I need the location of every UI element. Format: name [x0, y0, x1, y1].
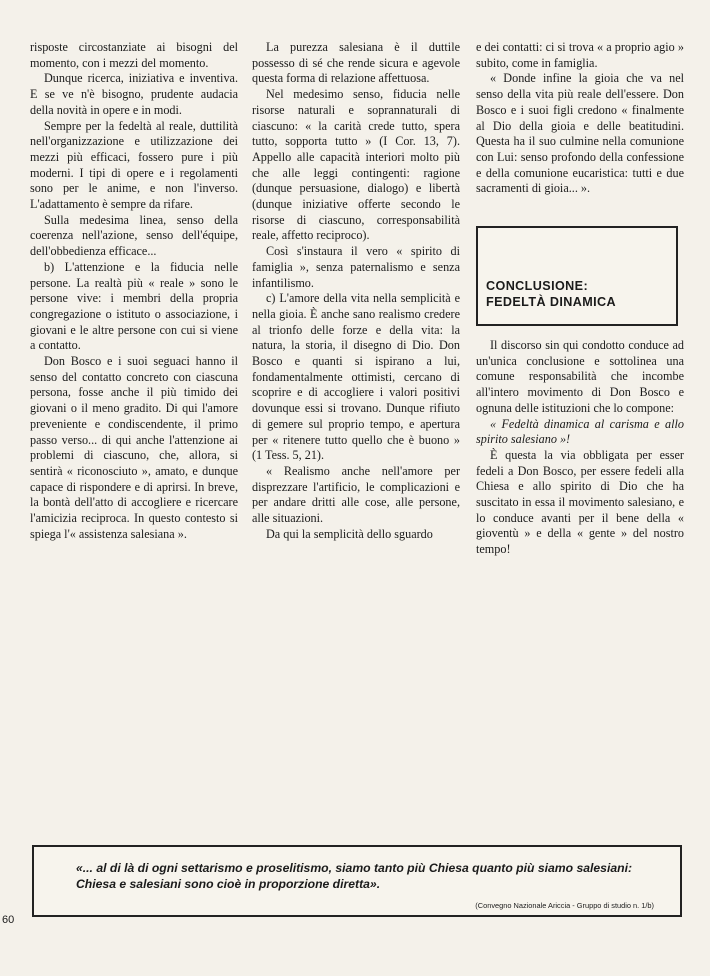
- paragraph: La purezza salesiana è il duttile possesso di sé che rende sicura e agevole questa forma di relazione affettuosa.: [252, 40, 460, 86]
- paragraph: risposte circostanziate ai bisogni del momento, con i mezzi del momento.: [30, 40, 238, 70]
- text-column-right-conclusion: [476, 338, 684, 558]
- pull-quote-box: [32, 845, 682, 917]
- text-column-left: [30, 40, 238, 543]
- paragraph: Dunque ricerca, iniziativa e inventiva. E se ve n'è bisogno, prudente audacia della novità in opere e in modi.: [30, 71, 238, 117]
- paragraph: « Donde infine la gioia che va nel senso della vita più reale dell'essere. Don Bosco e i suoi figli credono « finalmente al Dio della gioia e delle beatitudini. Questa ha il suo culmine nella comunione con Lui: senso profondo della confessione e della comunione eucaristica: tutti e due sacramenti di gioia... ».: [476, 71, 684, 196]
- section-heading-line: FEDELTÀ DINAMICA: [486, 295, 616, 309]
- paragraph: Sempre per la fedeltà al reale, duttilità nell'organizzazione e utilizzazione dei mezzi più efficaci, fossero pure i più moderni. I tipi di opere e i regolamenti sono per le anime, e non l'inverso. L'adattamento è sempre da rifare.: [30, 118, 238, 212]
- text-column-right: [476, 40, 684, 197]
- paragraph: Così s'instaura il vero « spirito di famiglia », senza paternalismo e senza infantilismo.: [252, 244, 460, 290]
- paragraph: Il discorso sin qui condotto conduce ad un'unica conclusione e sottolinea una comune responsabilità che incombe all'intero movimento di Don Bosco e ognuna delle istituzioni che lo compone:: [476, 338, 684, 415]
- text-column-middle: [252, 40, 460, 543]
- paragraph-italic: « Fedeltà dinamica al carisma e allo spirito salesiano »!: [476, 416, 684, 447]
- page-number: 60: [2, 914, 15, 926]
- pull-quote-text: «... al di là di ogni settarismo e proselitismo, siamo tanto più Chiesa quanto più siamo salesiani: Chiesa e salesiani sono cioè in proporzione diretta».: [76, 861, 633, 891]
- paragraph: c) L'amore della vita nella semplicità e nella gioia. È anche sano realismo credere al trionfo delle forze e della vita: la natura, la storia, il disegno di Dio. Don Bosco e quanti si ispirano a lui, fondamentalmente ottimisti, cercano di scoprire e di accogliere i valori positivi dovunque essi si trovano. Dunque rifiuto di gemere sul proprio tempo, e apertura per « ritenere tutto quello che è buono » (1 Tess. 5, 21).: [252, 291, 460, 463]
- paragraph: Nel medesimo senso, fiducia nelle risorse naturali e soprannaturali di ciascuno: « la carità crede tutto, spera tutto, sopporta tutto » (I Cor. 13, 7). Appello alle capacità interiori molto più che alle leggi contingenti: ragione (dunque persuasione, dialogo) e libertà (dunque iniziative offerte secondo le risorse di ciascuno, corresponsabilità reale, affetto reciproco).: [252, 87, 460, 243]
- paragraph: È questa la via obbligata per esser fedeli a Don Bosco, per essere fedeli alla Chiesa e allo spirito di Dio che ha suscitato in essa il movimento salesiano, e lo conduce avanti per il bene della « gioventù » e della « gente » del nostro tempo!: [476, 447, 684, 557]
- section-heading: [486, 278, 616, 310]
- paragraph: e dei contatti: ci si trova « a proprio agio » subito, come in famiglia.: [476, 40, 684, 70]
- paragraph: Don Bosco e i suoi seguaci hanno il senso del contatto concreto con ciascuna persona, fosse anche il più timido dei giovani o il meno gradito. Di qui l'amore preveniente e condiscendente, il primo passo verso... di qui anche l'attenzione ai problemi di ciascuno, che, allora, si sentirà « riconosciuto », amato, e dunque capace di rispondere e di aprirsi. In breve, la bontà dell'atto di accogliere e ricercare l'amicizia reciproca. In questo contesto si spiega l'« assistenza salesiana ».: [30, 354, 238, 541]
- section-heading-box: [476, 226, 678, 326]
- paragraph: « Realismo anche nell'amore per disprezzare l'artificio, le complicazioni e per andare dritti alle cose, alle persone, alle situazioni.: [252, 463, 460, 526]
- paragraph: Da qui la semplicità dello sguardo: [266, 526, 433, 541]
- paragraph: b) L'attenzione e la fiducia nelle persone. La realtà più « reale » sono le persone vive: i membri della propria congregazione o istituto o associazione, i giovani e le altre persone con cui si viene a contatto.: [30, 259, 238, 353]
- pull-quote-source: (Convegno Nazionale Ariccia - Gruppo di studio n. 1/b): [475, 901, 654, 910]
- paragraph: Sulla medesima linea, senso della coerenza nell'azione, senso dell'équipe, dell'obbedienza efficace...: [30, 212, 238, 259]
- section-heading-line: CONCLUSIONE:: [486, 279, 589, 293]
